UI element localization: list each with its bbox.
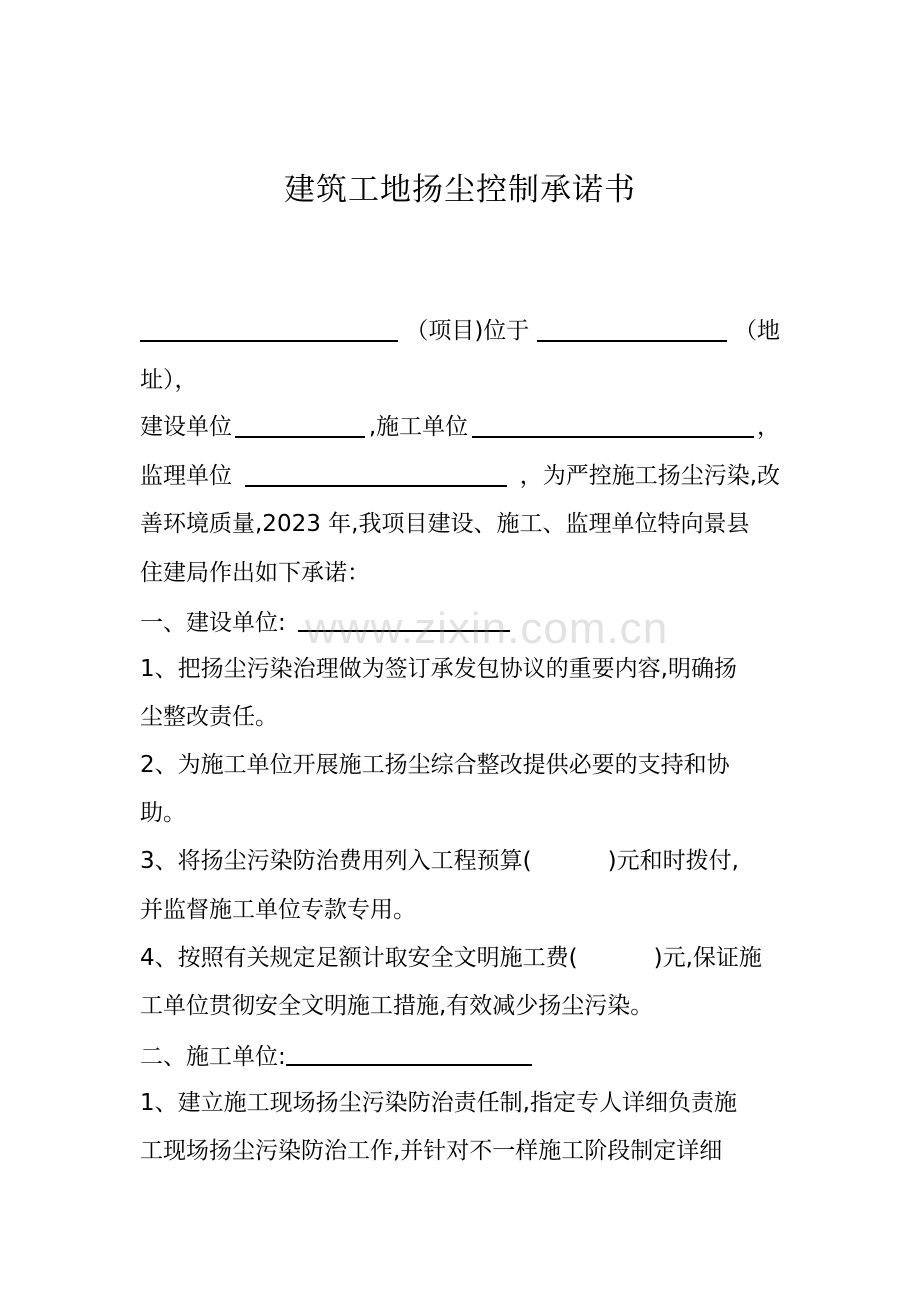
section2-heading: 二、施工单位: [140,1040,780,1072]
watermark: www.zixin.com.cn [305,604,669,653]
section1-item4-a: 4、按照有关规定足额计取安全文明施工费( )元,保证施 [140,945,762,971]
intro-line-1: （项目)位于 （地 [140,316,780,346]
section1-item2-b: 助。 [140,800,186,826]
section1-item4-b: 工单位贯彻安全文明施工措施,有效减少扬尘污染。 [140,993,654,1019]
intro-line-3: 建设单位 ,施工单位 ， [140,414,780,440]
section1-item3-b: 并监督施工单位专款专用。 [140,897,416,923]
builder-unit-blank[interactable] [472,412,754,438]
intro-line-4: 监理单位 ，为严控施工扬尘污染,改 [140,463,780,489]
section1-item1-b: 尘整改责任。 [140,704,278,730]
section1-item1-a: 1、把扬尘污染治理做为签订承发包协议的重要内容,明确扬 [140,656,737,682]
section2-item1-b: 工现场扬尘污染防治工作,并针对不一样施工阶段制定详细 [140,1138,723,1164]
section2-item1-a: 1、建立施工现场扬尘污染防治责任制,指定专人详细负责施 [140,1090,737,1116]
address-blank[interactable] [537,316,727,342]
section1-item3-a: 3、将扬尘污染防治费用列入工程预算( )元和时拨付, [140,848,739,874]
section1-item2-a: 2、为施工单位开展施工扬尘综合整改提供必要的支持和协 [140,752,730,778]
supervisor-unit-blank[interactable] [245,461,507,487]
intro-line-5: 善环境质量,2023 年,我项目建设、施工、监理单位特向景县 [140,511,750,537]
section1-heading: 一、建设单位: [140,606,780,638]
intro-line-6: 住建局作出如下承诺： [140,560,370,586]
intro-line-2: 址）， [140,367,198,393]
document-title: 建筑工地扬尘控制承诺书 [284,172,636,208]
project-name-blank[interactable] [140,316,398,342]
construction-unit-blank[interactable] [235,412,365,438]
section2-unit-blank[interactable] [286,1040,532,1066]
